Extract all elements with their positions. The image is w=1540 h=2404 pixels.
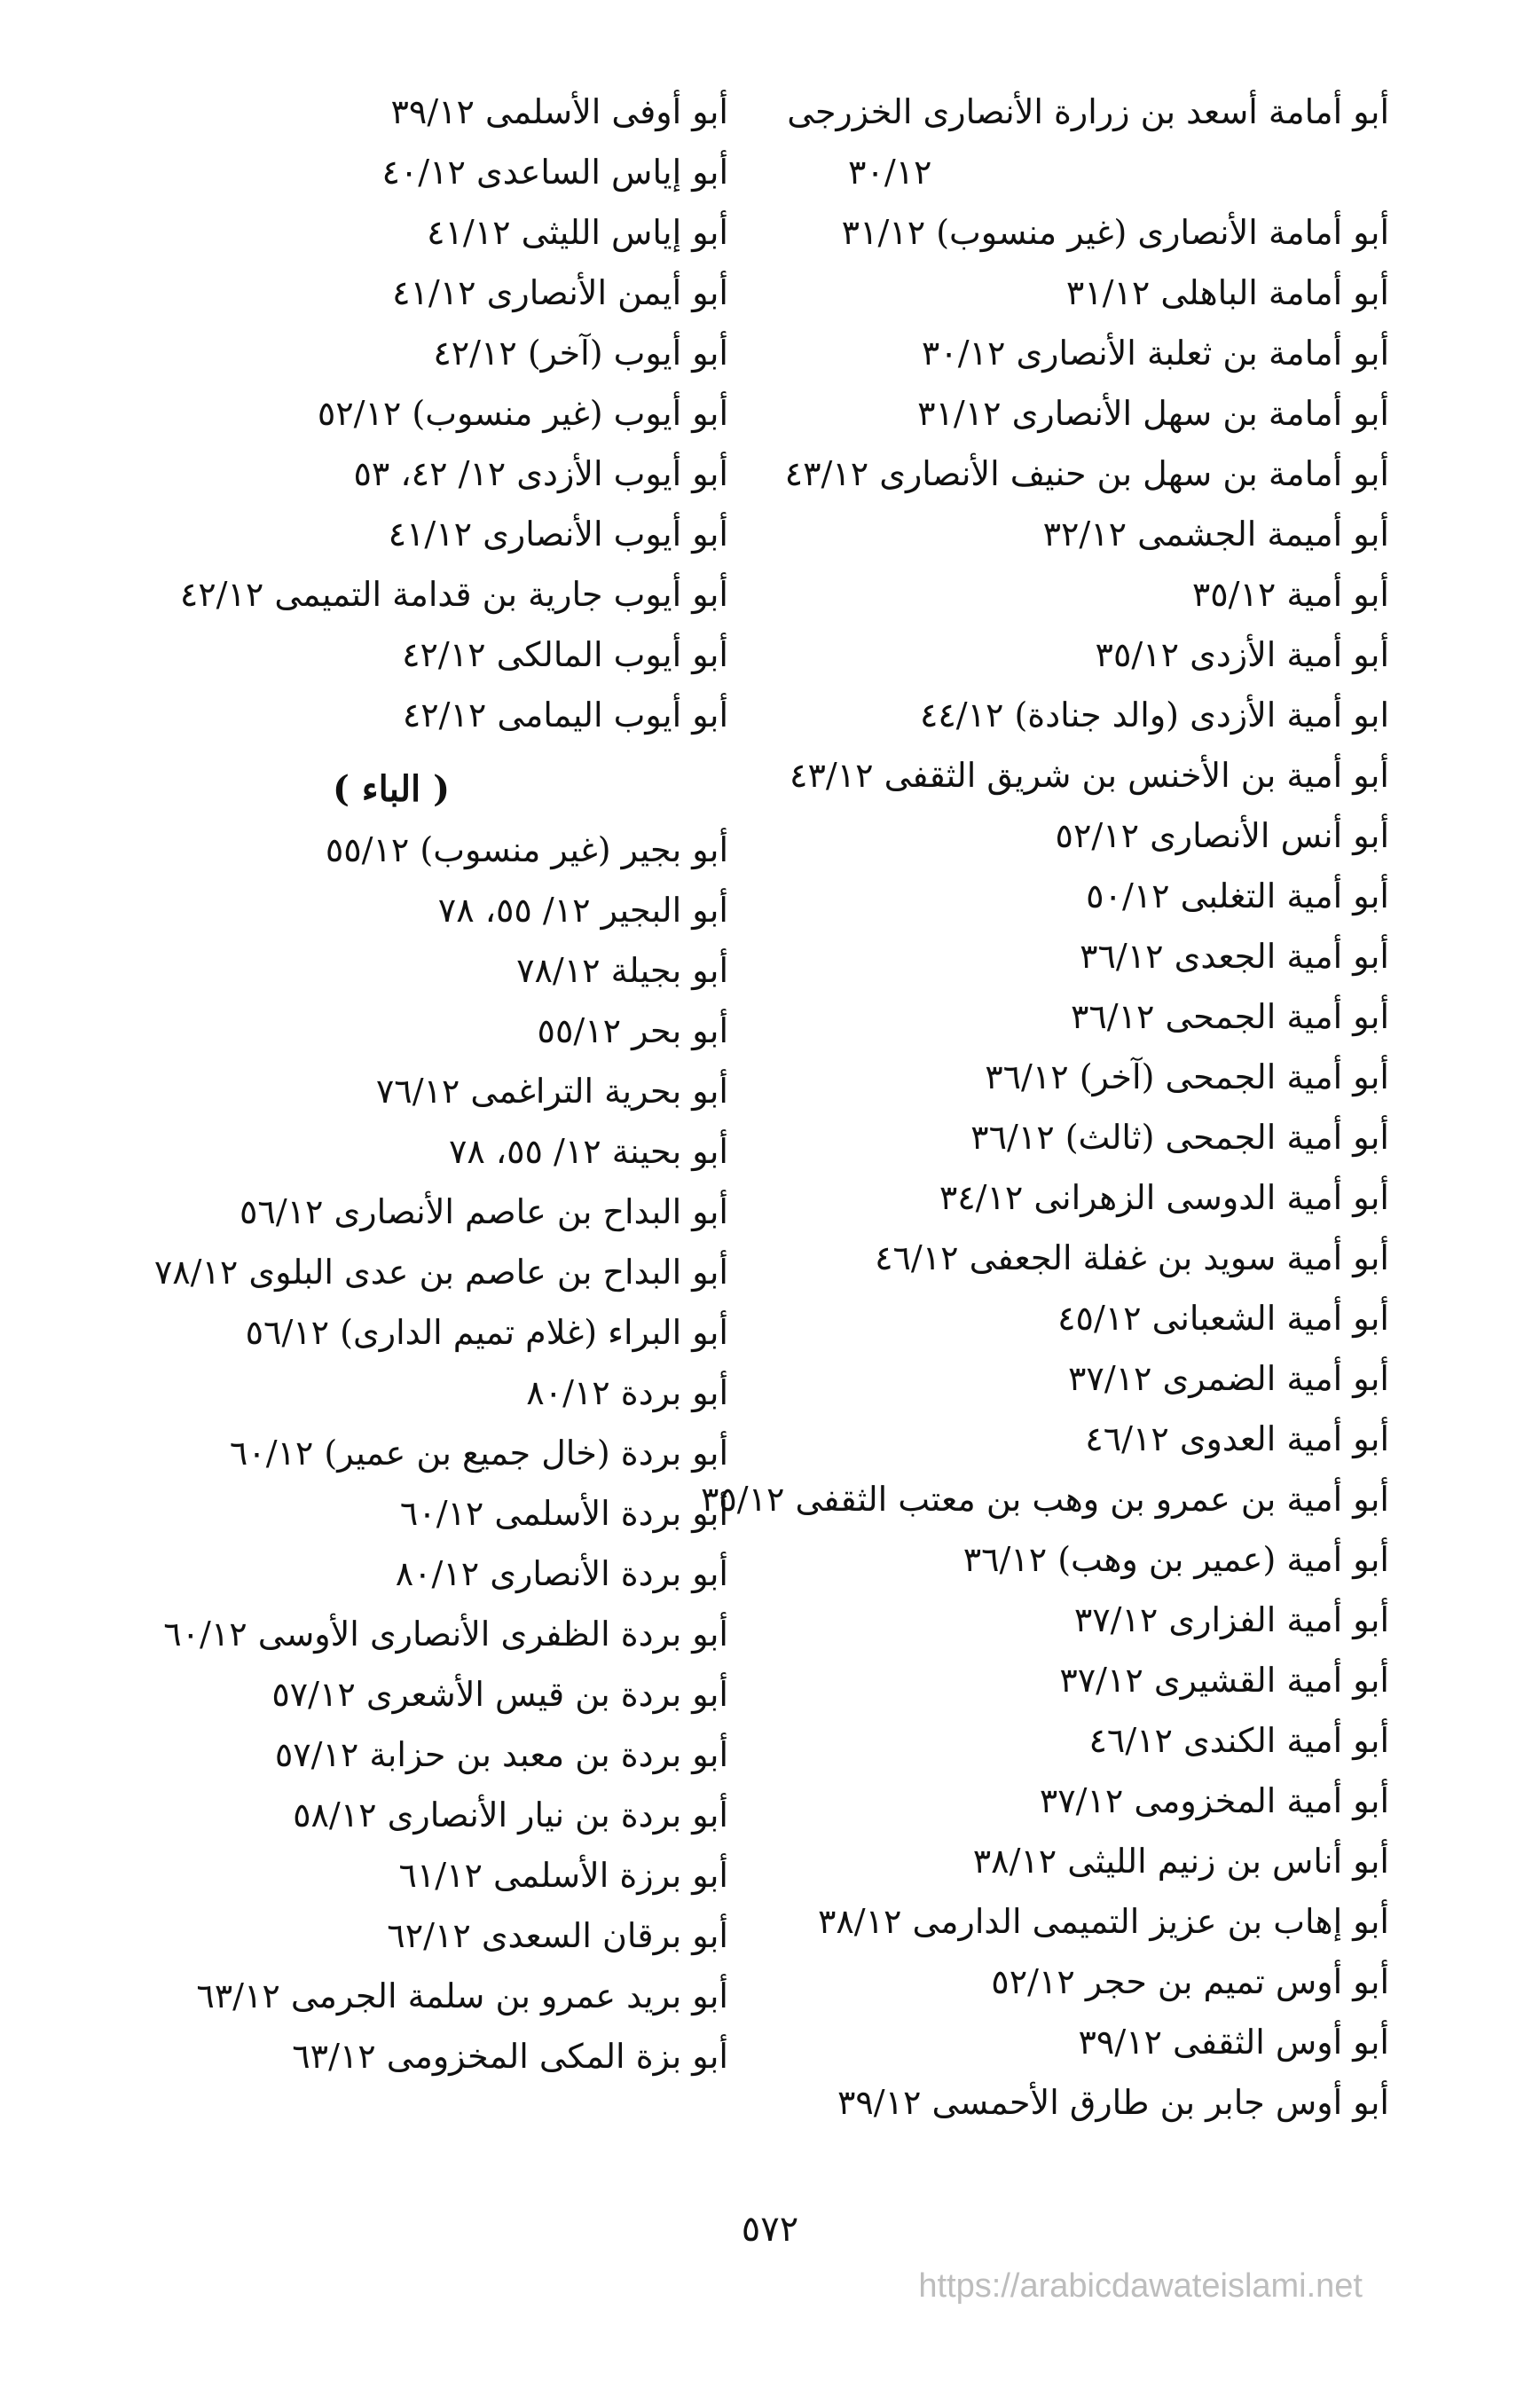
index-entry: أبو أمامة الأنصارى (غير منسوب) ٣١/١٢ bbox=[841, 213, 1389, 252]
index-entry: أبو أوس الثقفى ٣٩/١٢ bbox=[1078, 2023, 1389, 2062]
index-entry: أبو أمية الضمرى ٣٧/١٢ bbox=[1068, 1359, 1389, 1398]
index-entry: أبو أمية بن عمرو بن وهب بن معتب الثقفى ٣٥/١٢ bbox=[700, 1480, 1389, 1519]
index-entry: أبو بردة (خال جميع بن عمير) ٦٠/١٢ bbox=[229, 1434, 728, 1473]
index-entry: أبو برزة الأسلمى ٦١/١٢ bbox=[398, 1856, 728, 1895]
index-entry: أبو أمية المخزومى ٣٧/١٢ bbox=[1039, 1781, 1389, 1820]
index-entry: أبو أمية سويد بن غفلة الجعفى ٤٦/١٢ bbox=[875, 1238, 1389, 1277]
index-entry: أبو بجير (غير منسوب) ٥٥/١٢ bbox=[325, 830, 728, 869]
index-entry: أبو البراء (غلام تميم الدارى) ٥٦/١٢ bbox=[245, 1313, 728, 1352]
index-entry: أبو أمية الجعدى ٣٦/١٢ bbox=[1080, 937, 1389, 976]
index-entry: أبو أمية الأزدى ٣٥/١٢ bbox=[1095, 635, 1389, 674]
index-entry-page-ref: ٣٠/١٢ bbox=[848, 153, 932, 192]
page-number: ٥٧٢ bbox=[741, 2209, 799, 2250]
index-entry: أبو بردة بن معبد بن حزابة ٥٧/١٢ bbox=[274, 1735, 728, 1774]
index-entry: أبو أمامة أسعد بن زرارة الأنصارى الخزرجى bbox=[787, 92, 1389, 131]
index-entry: أبو البداح بن عاصم بن عدى البلوى ٧٨/١٢ bbox=[153, 1253, 728, 1292]
index-entry: أبو أمية التغلبى ٥٠/١٢ bbox=[1086, 876, 1389, 915]
index-entry: أبو أمية الدوسى الزهرانى ٣٤/١٢ bbox=[939, 1178, 1389, 1217]
index-entry: أبو بحرية التراغمى ٧٦/١٢ bbox=[375, 1072, 728, 1111]
index-entry: أبو بجيلة ٧٨/١٢ bbox=[516, 951, 728, 990]
index-entry: أبو أمية الجمحى ٣٦/١٢ bbox=[1070, 997, 1389, 1036]
index-entry: أبو أمامة الباهلى ٣١/١٢ bbox=[1065, 273, 1389, 312]
index-entry: أبو بريد عمرو بن سلمة الجرمى ٦٣/١٢ bbox=[196, 1976, 728, 2015]
index-entry: أبو أوس جابر بن طارق الأحمسى ٣٩/١٢ bbox=[837, 2083, 1389, 2122]
section-heading: ( الباء ) bbox=[332, 768, 451, 810]
index-entry: أبو إياس الساعدى ٤٠/١٢ bbox=[381, 153, 728, 192]
index-entry: أبو أيوب الأزدى ١٢/ ٤٢، ٥٣ bbox=[353, 454, 728, 493]
index-entry: أبو البداح بن عاصم الأنصارى ٥٦/١٢ bbox=[240, 1192, 728, 1231]
index-entry: أبو البجير ١٢/ ٥٥، ٧٨ bbox=[437, 891, 728, 930]
watermark-url: https://arabicdawateislami.net bbox=[918, 2267, 1363, 2305]
index-entry: أبو أيمن الأنصارى ٤١/١٢ bbox=[392, 273, 728, 312]
index-entry: أبو أمامة بن سهل بن حنيف الأنصارى ٤٣/١٢ bbox=[784, 454, 1389, 493]
index-entry: أبو بردة بن نيار الأنصارى ٥٨/١٢ bbox=[293, 1795, 728, 1834]
index-entry: أبو أمية الشعبانى ٤٥/١٢ bbox=[1057, 1299, 1389, 1338]
index-entry: أبو بزة المكى المخزومى ٦٣/١٢ bbox=[292, 2037, 728, 2076]
index-entry: أبو بردة الأسلمى ٦٠/١٢ bbox=[399, 1494, 728, 1533]
index-entry: أبو بحينة ١٢/ ٥٥، ٧٨ bbox=[448, 1132, 728, 1171]
index-entry: أبو أمية العدوى ٤٦/١٢ bbox=[1085, 1419, 1389, 1458]
index-entry: أبو إياس الليثى ٤١/١٢ bbox=[427, 213, 728, 252]
index-entry: أبو أمية الفزارى ٣٧/١٢ bbox=[1073, 1600, 1389, 1639]
index-entry: أبو أوفى الأسلمى ٣٩/١٢ bbox=[390, 92, 728, 131]
index-entry: أبو برقان السعدى ٦٢/١٢ bbox=[387, 1916, 728, 1955]
index-entry: أبو بردة الظفرى الأنصارى الأوسى ٦٠/١٢ bbox=[163, 1614, 728, 1654]
index-entry: أبو أمية الجمحى (آخر) ٣٦/١٢ bbox=[985, 1057, 1389, 1096]
index-entry: أبو أيوب اليمامى ٤٢/١٢ bbox=[402, 695, 728, 735]
index-entry: أبو أمية (عمير بن وهب) ٣٦/١٢ bbox=[962, 1540, 1389, 1579]
index-entry: أبو أيوب (غير منسوب) ٥٢/١٢ bbox=[317, 394, 728, 433]
index-entry: أبو أمية الجمحى (ثالث) ٣٦/١٢ bbox=[970, 1118, 1389, 1157]
index-entry: أبو أناس بن زنيم الليثى ٣٨/١٢ bbox=[972, 1842, 1389, 1881]
index-entry: أبو أميمة الجشمى ٣٢/١٢ bbox=[1042, 515, 1389, 554]
index-entry: أبو بردة بن قيس الأشعرى ٥٧/١٢ bbox=[271, 1675, 728, 1714]
index-column-right bbox=[700, 82, 1389, 2133]
index-entry: أبو إهاب بن عزيز التميمى الدارمى ٣٨/١٢ bbox=[817, 1902, 1389, 1941]
index-entry: أبو أنس الأنصارى ٥٢/١٢ bbox=[1055, 816, 1389, 855]
index-entry: أبو أمامة بن ثعلبة الأنصارى ٣٠/١٢ bbox=[921, 334, 1389, 373]
index-entry: أبو أيوب (آخر) ٤٢/١٢ bbox=[433, 334, 728, 373]
index-entry: أبو أمية القشيرى ٣٧/١٢ bbox=[1059, 1661, 1389, 1700]
index-entry: أبو أيوب جارية بن قدامة التميمى ٤٢/١٢ bbox=[179, 575, 728, 614]
index-entry: أبو بردة الأنصارى ٨٠/١٢ bbox=[395, 1554, 728, 1593]
index-entry: أبو أيوب الأنصارى ٤١/١٢ bbox=[388, 515, 728, 554]
index-entry: ابو أمية الأزدى (والد جنادة) ٤٤/١٢ bbox=[919, 695, 1389, 735]
index-entry: أبو أمامة بن سهل الأنصارى ٣١/١٢ bbox=[917, 394, 1389, 433]
index-entry: أبو أمية بن الأخنس بن شريق الثقفى ٤٣/١٢ bbox=[790, 756, 1389, 795]
index-entry: أبو أمية ٣٥/١٢ bbox=[1191, 575, 1389, 614]
index-entry: أبو بحر ٥٥/١٢ bbox=[537, 1011, 728, 1050]
index-entry-continuation bbox=[750, 142, 1389, 202]
index-entry: أبو أيوب المالكى ٤٢/١٢ bbox=[402, 635, 728, 674]
index-entry: أبو أوس تميم بن حجر ٥٢/١٢ bbox=[991, 1962, 1389, 2001]
index-entry: أبو أمية الكندى ٤٦/١٢ bbox=[1088, 1721, 1389, 1760]
index-entry: أبو بردة ٨٠/١٢ bbox=[526, 1373, 728, 1412]
index-column-left bbox=[107, 82, 728, 2086]
